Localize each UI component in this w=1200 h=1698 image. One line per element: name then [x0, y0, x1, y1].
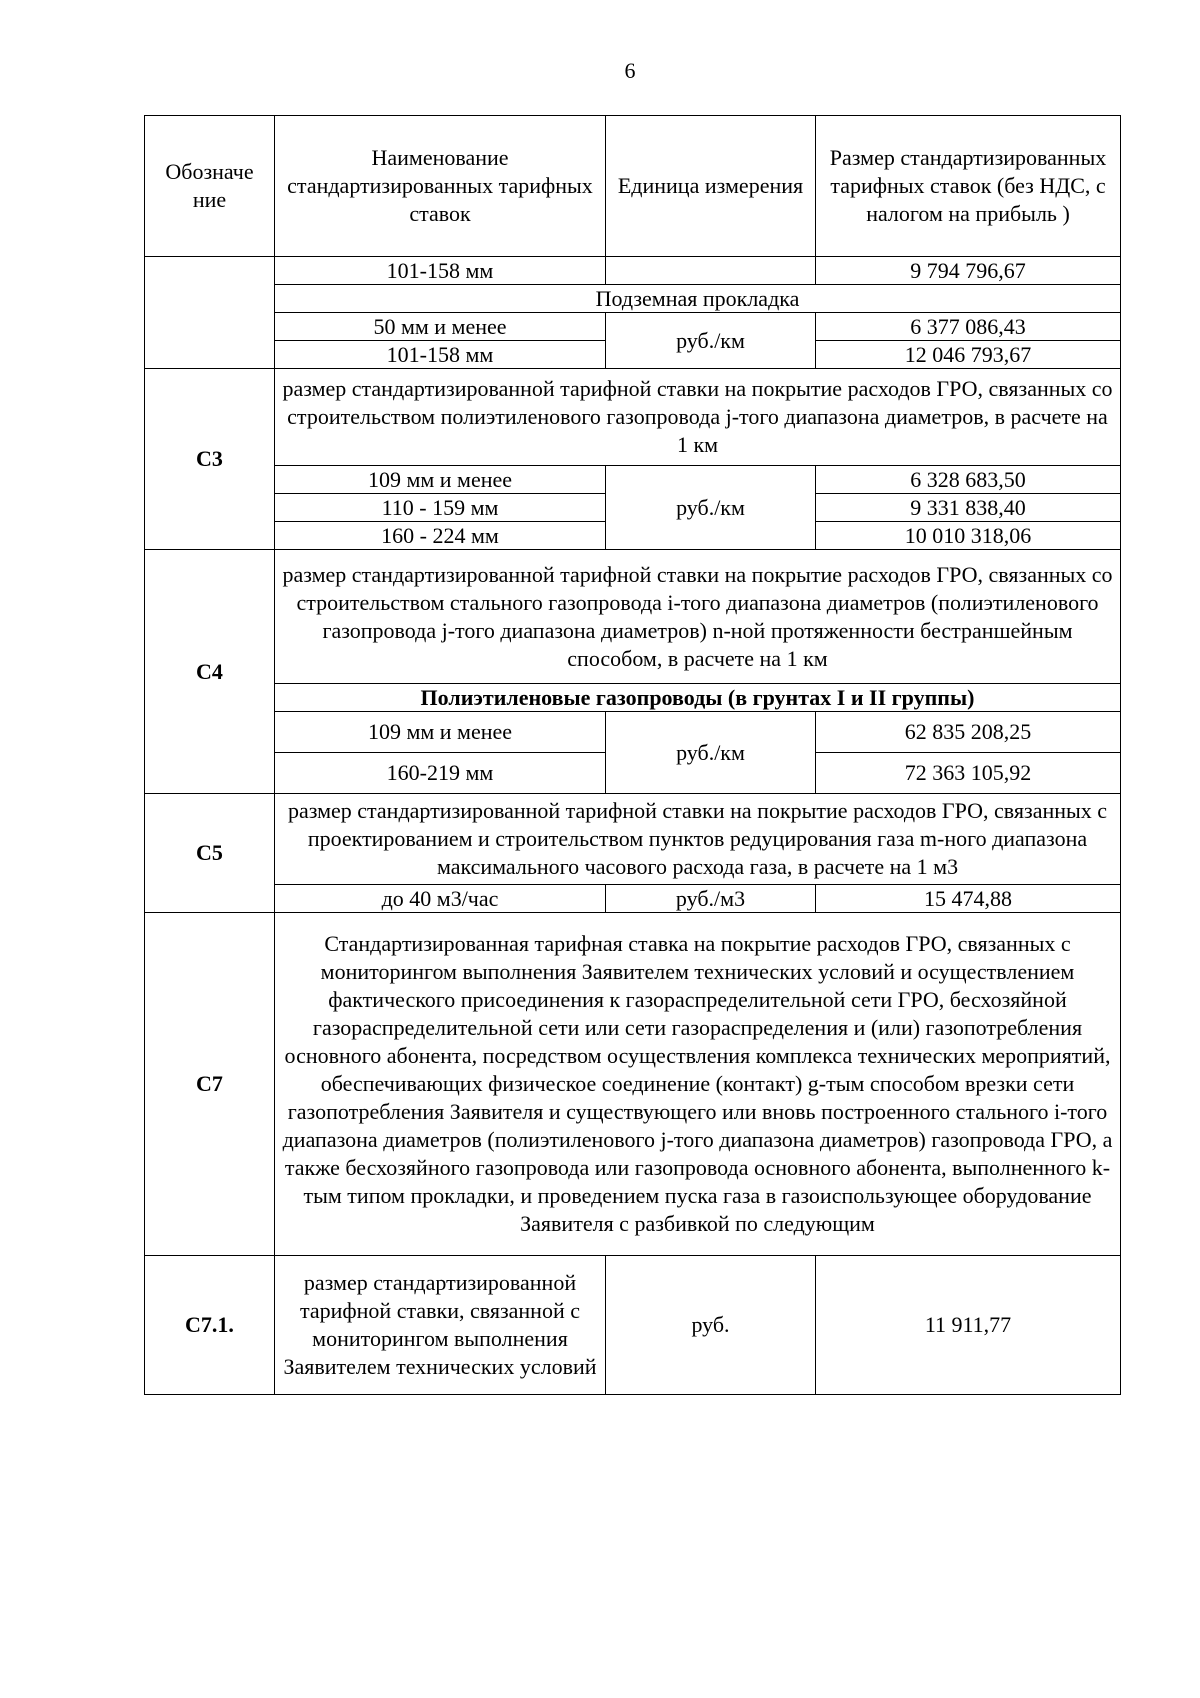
code-c7: С7	[145, 913, 275, 1256]
table-header-row	[145, 116, 1121, 257]
row-name: 101-158 мм	[275, 257, 606, 285]
description-c4: размер стандартизированной тарифной ставки на покрытие расходов ГРО, связанных со строительством стального газопровода i-того диапазона диаметров (полиэтиленового газопровода j-того диапазона диаметров) n-ной протяженности бестраншейным способом, в расчете на 1 км	[275, 550, 1121, 684]
row-unit: руб./м3	[606, 885, 816, 913]
code-c4: С4	[145, 550, 275, 794]
code-c5: С5	[145, 794, 275, 913]
description-c5: размер стандартизированной тарифной ставки на покрытие расходов ГРО, связанных с проектированием и строительством пунктов редуцирования газа m-ного диапазона максимального часового расхода газа, в расчете на 1 м3	[275, 794, 1121, 885]
description-c7: Стандартизированная тарифная ставка на покрытие расходов ГРО, связанных с мониторингом выполнения Заявителем технических условий и осуществлением фактического присоединения к газораспределительной сети ГРО, бесхозяйной газораспределительной сети или сети газораспределения и (или) газопотребления основного абонента, посредством осуществления комплекса технических мероприятий, обеспечивающих физическое соединение (контакт) g-тым способом врезки сети газопотребления Заявителя и существующего или вновь построенного стального i-того диапазона диаметров (полиэтиленового j-того диапазона диаметров) газопровода ГРО, а также бесхозяйного газопровода или газопровода основного абонента, выполненного k-тым типом прокладки, и проведением пуска газа в газоиспользующее оборудование Заявителя с разбивкой по следующим	[275, 913, 1121, 1256]
row-unit	[606, 257, 816, 285]
header-name: Наименование стандартизированных тарифных ставок	[275, 116, 606, 257]
table-row	[145, 369, 1121, 466]
table-row	[145, 913, 1121, 1256]
row-unit: руб./км	[606, 313, 816, 369]
row-name: 160 - 224 мм	[275, 522, 606, 550]
row-name: 109 мм и менее	[275, 466, 606, 494]
row-name: 160-219 мм	[275, 753, 606, 794]
subheader-polyethylene: Полиэтиленовые газопроводы (в грунтах I и II группы)	[275, 684, 1121, 712]
row-value: 12 046 793,67	[816, 341, 1121, 369]
table-row	[145, 285, 1121, 313]
cont-code-cell	[145, 257, 275, 369]
row-name: 110 - 159 мм	[275, 494, 606, 522]
table-row	[145, 684, 1121, 712]
row-value: 9 331 838,40	[816, 494, 1121, 522]
table-row	[145, 794, 1121, 885]
table-row	[145, 257, 1121, 285]
table-row	[145, 313, 1121, 341]
row-value: 9 794 796,67	[816, 257, 1121, 285]
row-value: 11 911,77	[816, 1256, 1121, 1395]
row-value: 15 474,88	[816, 885, 1121, 913]
row-name: размер стандартизированной тарифной ставки, связанной с мониторингом выполнения Заявителем технических условий	[275, 1256, 606, 1395]
table-row	[145, 466, 1121, 494]
table-row	[145, 550, 1121, 684]
row-value: 62 835 208,25	[816, 712, 1121, 753]
row-value: 6 328 683,50	[816, 466, 1121, 494]
row-value: 10 010 318,06	[816, 522, 1121, 550]
row-unit: руб.	[606, 1256, 816, 1395]
row-value: 6 377 086,43	[816, 313, 1121, 341]
header-value: Размер стандартизированных тарифных ставок (без НДС, с налогом на прибыль )	[816, 116, 1121, 257]
code-c3: С3	[145, 369, 275, 550]
row-name: 50 мм и менее	[275, 313, 606, 341]
table-row	[145, 885, 1121, 913]
header-unit: Единица измерения	[606, 116, 816, 257]
header-code: Обозначе ние	[145, 116, 275, 257]
subheader-underground: Подземная прокладка	[275, 285, 1121, 313]
row-name: 109 мм и менее	[275, 712, 606, 753]
row-unit: руб./км	[606, 466, 816, 550]
row-value: 72 363 105,92	[816, 753, 1121, 794]
description-c3: размер стандартизированной тарифной ставки на покрытие расходов ГРО, связанных со строительством полиэтиленового газопровода j-того диапазона диаметров, в расчете на 1 км	[275, 369, 1121, 466]
row-name: 101-158 мм	[275, 341, 606, 369]
row-unit: руб./км	[606, 712, 816, 794]
code-c7-1: С7.1.	[145, 1256, 275, 1395]
tariff-table	[144, 115, 1121, 1395]
page-number: 6	[624, 58, 636, 83]
table-row	[145, 712, 1121, 753]
table-row	[145, 1256, 1121, 1395]
row-name: до 40 м3/час	[275, 885, 606, 913]
